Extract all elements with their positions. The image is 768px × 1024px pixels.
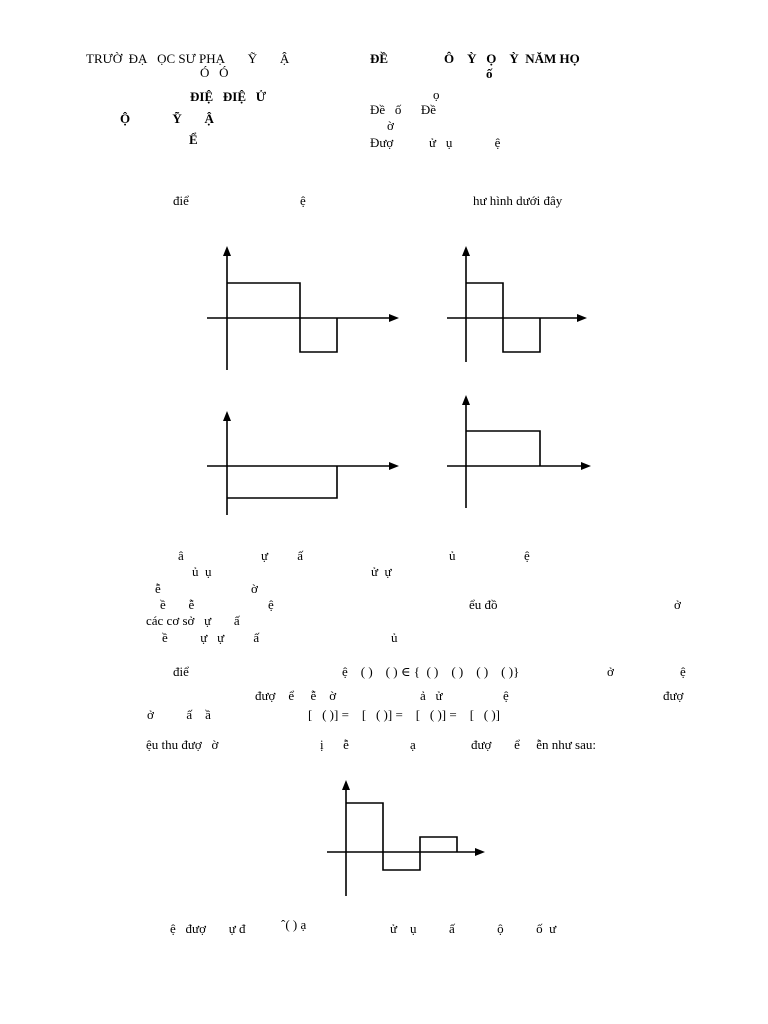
signal-c: [207, 411, 399, 515]
p1-line6-a: ề ự ự ấ: [162, 630, 260, 645]
school-name: TRƯỜ ĐẠ ỌC SƯ PHẠ Ỹ Ậ: [86, 51, 290, 66]
p2-line2-a: đượ ể ễ ờ: [255, 688, 337, 703]
p2-line3-a: ở ấ ầ: [147, 707, 211, 722]
p1-line1-a: â: [178, 548, 184, 563]
department-name: Ộ Ỹ Ậ: [120, 111, 214, 126]
p1-line1-b: ự ấ: [261, 548, 304, 563]
p2-line1-a: điể: [173, 664, 189, 679]
signal-received: [327, 780, 485, 896]
p1-line2-a: ủ ụ: [192, 564, 212, 579]
allowed-materials: Đượ ử ụ ệ: [370, 135, 501, 150]
faculty-name: ĐIỆ ĐIỆ Ử: [190, 89, 267, 104]
p2-line4-a: ệu thu đượ ờ: [146, 737, 219, 752]
department-name-line2: Ể: [189, 132, 198, 147]
signal-b: [447, 246, 587, 362]
school-name-line2: Ó Ó: [200, 65, 229, 80]
p2-line3-formula: [ ( )] = [ ( )] = [ ( )] = [ ( )]: [308, 707, 501, 722]
signal-a: [207, 246, 399, 370]
p1-line6-b: ủ: [391, 630, 398, 645]
q1-intro-b: ệ: [300, 193, 306, 208]
p1-line3-a: ễ: [155, 581, 161, 596]
p2-line2-c: ệ: [503, 688, 509, 703]
last-line-a: ệ đượ ự đ: [170, 921, 246, 936]
p1-line4-c: ểu đồ: [469, 597, 498, 612]
p1-line1-d: ệ: [524, 548, 530, 563]
p1-line3-b: ờ: [251, 581, 258, 596]
last-line-formula: ˆ( ) ạ: [281, 917, 307, 932]
q1-intro-c: hư hình dưới đây: [473, 193, 563, 208]
p2-line1-formula: ệ ( ) ( ) ∈ { ( ) ( ) ( ) ( )}: [342, 664, 520, 679]
exam-title-rest: Ô Ỳ Ọ Ỳ NĂM HỌ: [444, 51, 580, 66]
last-line-c: ử ụ ấ ộ ố ư: [390, 921, 557, 936]
signal-d: [447, 395, 591, 508]
q1-intro-a: điể: [173, 193, 189, 208]
p2-line4-c: ạ: [410, 737, 416, 752]
p1-line1-c: ủ: [449, 548, 456, 563]
p2-line4-d: đượ ể ễn như sau:: [471, 737, 596, 752]
p1-line4-b: ệ: [268, 597, 274, 612]
p2-line2-b: ả ử: [420, 688, 443, 703]
p1-line5: các cơ sở ự ấ: [146, 613, 240, 628]
exam-code: Đề ố Đề: [370, 102, 437, 117]
p2-line1-d: ệ: [680, 664, 686, 679]
exam-title-line2: ố: [486, 66, 493, 81]
p1-line4-a: ề ễ: [160, 597, 195, 612]
p2-line4-b: ị ễ: [320, 737, 349, 752]
exam-code-line2: ờ: [387, 118, 394, 133]
p1-line2-b: ử ự: [371, 564, 392, 579]
exam-title: ĐỀ: [370, 51, 389, 66]
exam-code-top: ọ: [433, 87, 440, 102]
p2-line1-c: ở: [607, 664, 614, 679]
p1-line4-d: ở: [674, 597, 681, 612]
p2-line2-d: đượ: [663, 688, 684, 703]
